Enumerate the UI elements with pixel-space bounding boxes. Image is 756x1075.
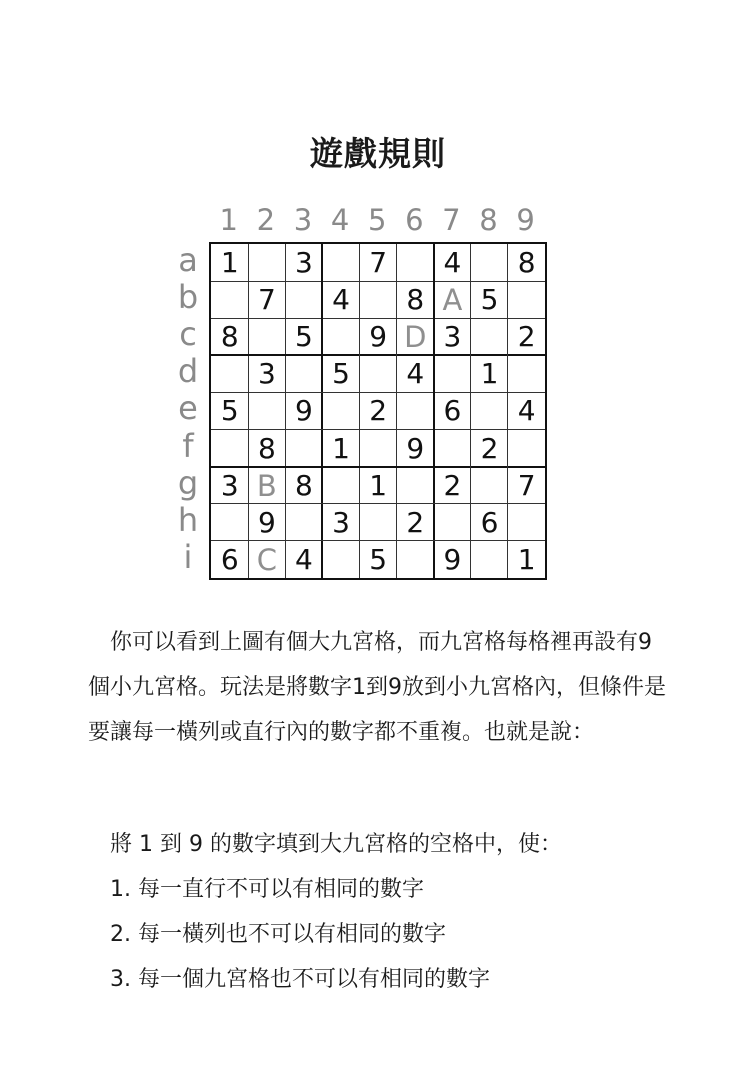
sudoku-cell	[434, 355, 472, 393]
row-label: h	[177, 500, 199, 539]
sudoku-cell	[211, 504, 249, 542]
sudoku-cell: 3	[443, 320, 462, 354]
sudoku-cell	[211, 281, 249, 319]
sudoku-cell: 5	[220, 394, 239, 428]
sudoku-cell: 4	[443, 246, 462, 279]
sudoku-cell	[471, 244, 509, 282]
column-label: 5	[367, 203, 387, 237]
row-label: b	[177, 278, 199, 317]
sudoku-cell	[248, 392, 286, 430]
row-label: e	[178, 389, 198, 428]
sudoku-cell	[397, 541, 435, 579]
sudoku-cell	[248, 318, 286, 356]
marked-cell: C	[256, 542, 277, 577]
sudoku-cell	[359, 281, 397, 319]
sudoku-cell: 2	[443, 468, 462, 502]
sudoku-cell: 1	[369, 468, 388, 502]
row-label: d	[177, 352, 199, 391]
sudoku-cell	[434, 430, 472, 468]
sudoku-cell: 4	[295, 542, 313, 576]
sudoku-cell	[211, 355, 249, 393]
sudoku-cell	[359, 355, 397, 393]
sudoku-cell: 4	[332, 283, 350, 317]
sudoku-cell	[285, 430, 323, 468]
row-label: f	[182, 426, 194, 465]
sudoku-cell	[322, 541, 360, 579]
sudoku-cell: 9	[369, 320, 388, 354]
sudoku-cell: 5	[295, 320, 313, 354]
sudoku-cell: 2	[369, 394, 388, 428]
row-label: c	[179, 315, 197, 354]
column-label: 6	[405, 203, 424, 237]
row-label: a	[178, 241, 198, 279]
sudoku-cell	[397, 244, 435, 282]
sudoku-cell: 8	[295, 468, 313, 502]
sudoku-cell: 3	[257, 357, 276, 391]
sudoku-cell: 2	[406, 505, 425, 539]
sudoku-cell	[397, 392, 435, 430]
sudoku-cell: 2	[480, 431, 499, 465]
column-label: 3	[293, 203, 313, 237]
column-label: 7	[442, 203, 461, 237]
sudoku-cell: 6	[220, 542, 239, 576]
rules-block	[88, 822, 673, 1002]
sudoku-cell: 9	[295, 394, 313, 428]
sudoku-cell	[285, 504, 323, 542]
sudoku-cell	[248, 244, 286, 282]
sudoku-cell	[508, 355, 546, 393]
sudoku-cell	[285, 355, 323, 393]
sudoku-cell	[471, 467, 509, 505]
rule-item: 1. 每一直行不可以有相同的數字	[110, 877, 424, 902]
intro-paragraph: 你可以看到上圖有個大九宮格，而九宮格每格裡再設有9個小九宮格。玩法是將數字1到9放到小九宮格內，但條件是要讓每一橫列或直行內的數字都不重複。也就是說：	[88, 630, 666, 745]
sudoku-cell: 5	[332, 357, 350, 391]
column-label: 2	[256, 203, 276, 237]
sudoku-cell: 1	[517, 542, 536, 576]
sudoku-cell: 8	[406, 283, 425, 317]
sudoku-cell: 4	[517, 394, 536, 428]
sudoku-grid	[209, 242, 547, 580]
rules-intro: 將 1 到 9 的數字填到大九宮格的空格中，使：	[110, 832, 562, 857]
row-label: g	[177, 463, 199, 502]
rule-item: 2. 每一橫列也不可以有相同的數字	[110, 922, 446, 947]
column-label: 1	[219, 203, 238, 237]
marked-cell: A	[442, 283, 463, 318]
column-label: 9	[516, 203, 535, 237]
sudoku-cell	[322, 244, 360, 282]
sudoku-cell: 7	[257, 283, 276, 317]
rule-item: 3. 每一個九宮格也不可以有相同的數字	[110, 967, 490, 992]
sudoku-cell	[471, 541, 509, 579]
column-label: 8	[479, 203, 498, 237]
marked-cell: B	[256, 468, 277, 503]
sudoku-cell: 3	[220, 468, 239, 502]
sudoku-cell	[322, 467, 360, 505]
sudoku-cell	[397, 467, 435, 505]
sudoku-cell: 1	[332, 431, 350, 465]
sudoku-cell	[322, 318, 360, 356]
sudoku-cell: 7	[369, 246, 388, 279]
sudoku-cell: 4	[406, 357, 425, 391]
sudoku-cell: 1	[480, 357, 499, 391]
sudoku-cell	[471, 318, 509, 356]
sudoku-cell	[211, 430, 249, 468]
sudoku-cell	[434, 504, 472, 542]
sudoku-cell	[285, 281, 323, 319]
sudoku-cell: 2	[517, 320, 536, 354]
sudoku-cell: 3	[332, 505, 350, 539]
sudoku-cell	[508, 430, 546, 468]
sudoku-cell: 5	[480, 283, 499, 317]
sudoku-cell	[359, 430, 397, 468]
page-title: 遊戲規則	[310, 134, 446, 173]
row-label: i	[183, 537, 193, 576]
column-labels	[210, 203, 548, 243]
sudoku-cell: 5	[369, 542, 388, 576]
sudoku-cell: 9	[406, 431, 425, 465]
sudoku-cell: 1	[220, 246, 239, 279]
sudoku-cell	[508, 281, 546, 319]
sudoku-cell	[359, 504, 397, 542]
sudoku-cell: 9	[443, 542, 462, 576]
sudoku-cell: 3	[295, 246, 313, 279]
sudoku-cell	[508, 504, 546, 542]
sudoku-cell: 8	[517, 246, 536, 279]
sudoku-cell: 6	[480, 505, 499, 539]
sudoku-cell	[471, 392, 509, 430]
row-labels	[168, 243, 208, 581]
sudoku-cell: 8	[220, 320, 239, 354]
sudoku-cell: 6	[443, 394, 462, 428]
sudoku-cell: 9	[257, 505, 276, 539]
marked-cell: D	[404, 320, 427, 355]
column-label: 4	[330, 203, 350, 237]
sudoku-cell: 8	[257, 431, 276, 465]
sudoku-cell: 7	[517, 468, 536, 502]
sudoku-cell	[322, 392, 360, 430]
